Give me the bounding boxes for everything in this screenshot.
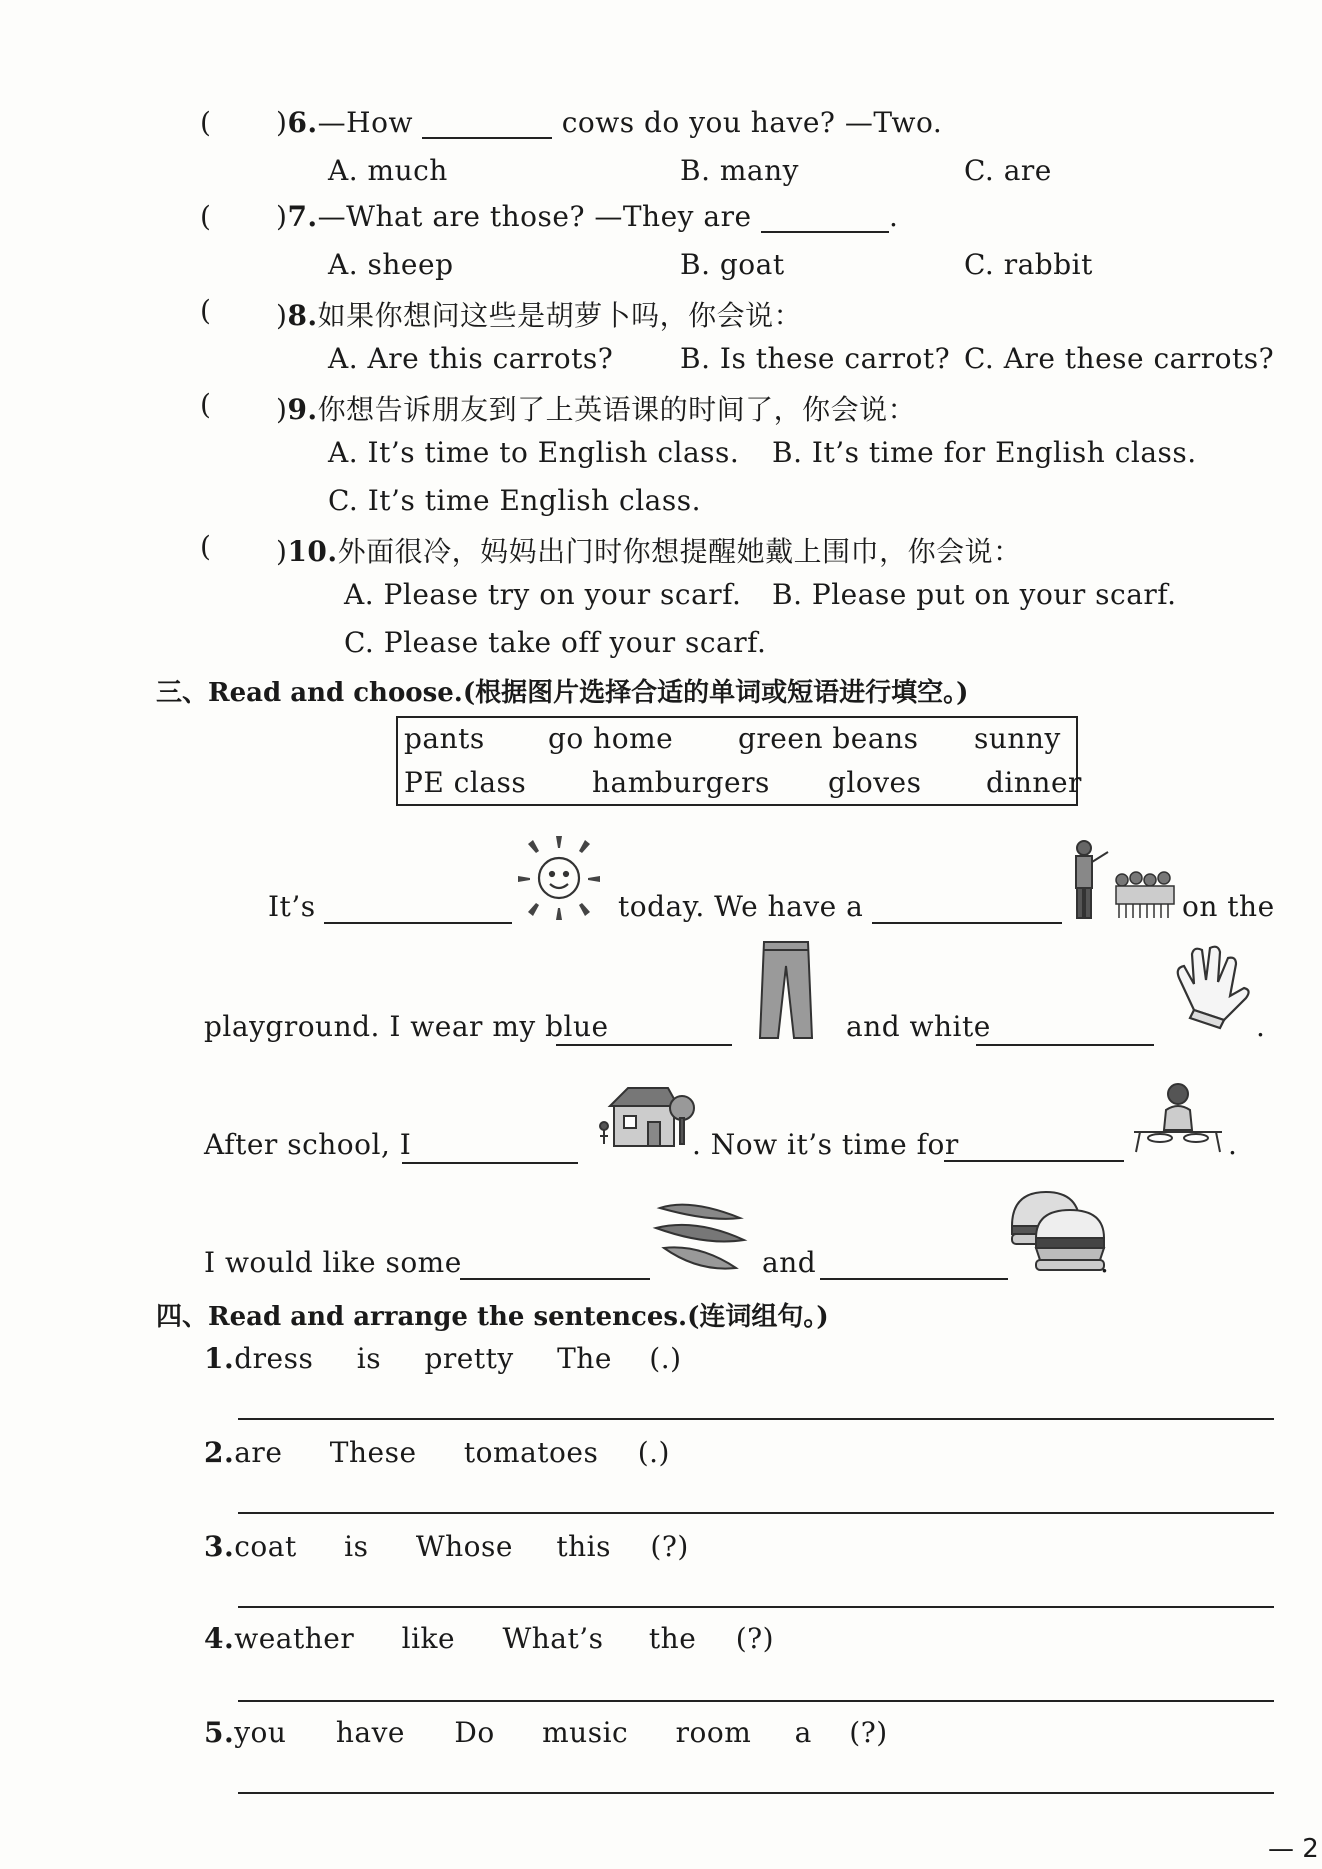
question-9: )9.你想告诉朋友到了上英语课的时间了，你会说： — [276, 393, 917, 426]
section4-heading: 四、Read and arrange the sentences.(连词组句。) — [156, 1302, 829, 1332]
option-7c[interactable]: C. rabbit — [964, 248, 1093, 281]
passage-text: today. We have a — [618, 890, 864, 923]
passage-text: . — [1228, 1128, 1238, 1161]
passage-text: . — [1100, 1246, 1110, 1279]
word-bank — [396, 716, 1082, 806]
option-10a[interactable]: A. Please try on your scarf. — [344, 578, 742, 611]
word-bank-item: dinner — [986, 766, 1082, 799]
gloves-icon — [1164, 940, 1260, 1030]
word-bank-item: green beans — [738, 722, 919, 755]
blank-clothes[interactable] — [556, 1044, 732, 1046]
dinner-icon — [1130, 1080, 1226, 1156]
word-bank-item: gloves — [828, 766, 922, 799]
passage-text: It’s — [268, 890, 316, 923]
arrange-item-4: 4.weather like What’s the (?) — [204, 1622, 775, 1655]
arrange-item-2: 2.are These tomatoes (.) — [204, 1436, 670, 1469]
word-bank-item: sunny — [974, 722, 1061, 755]
arrange-item-3: 3.coat is Whose this (?) — [204, 1530, 689, 1563]
option-8a[interactable]: A. Are this carrots? — [328, 342, 614, 375]
arrange-item-5: 5.you have Do music room a (?) — [204, 1716, 888, 1749]
word-bank-item: hamburgers — [592, 766, 770, 799]
answer-paren-10[interactable]: ( — [200, 530, 212, 563]
answer-paren-8[interactable]: ( — [200, 294, 212, 327]
option-10c[interactable]: C. Please take off your scarf. — [344, 626, 767, 659]
pe-class-icon — [1064, 836, 1176, 924]
blank-6[interactable] — [422, 111, 552, 139]
answer-line-3[interactable] — [238, 1606, 1274, 1608]
blank-food-2[interactable] — [820, 1278, 1008, 1280]
option-7b[interactable]: B. goat — [680, 248, 785, 281]
answer-line-4[interactable] — [238, 1700, 1274, 1702]
word-bank-item: pants — [404, 722, 485, 755]
question-6: )6.—How cows do you have? —Two. — [276, 106, 943, 139]
answer-line-1[interactable] — [238, 1418, 1274, 1420]
answer-paren-9[interactable]: ( — [200, 388, 212, 421]
blank-food-1[interactable] — [460, 1278, 650, 1280]
question-7: )7.—What are those? —They are . — [276, 200, 899, 233]
option-9a[interactable]: A. It’s time to English class. — [328, 436, 740, 469]
word-bank-item: go home — [548, 722, 674, 755]
option-8c[interactable]: C. Are these carrots? — [964, 342, 1275, 375]
passage-text: . — [1256, 1010, 1266, 1043]
passage-text: on the — [1182, 890, 1275, 923]
answer-line-2[interactable] — [238, 1512, 1274, 1514]
option-8b[interactable]: B. Is these carrot? — [680, 342, 951, 375]
option-9c[interactable]: C. It’s time English class. — [328, 484, 702, 517]
blank-7[interactable] — [761, 205, 889, 233]
page-number: — 2 — [1268, 1834, 1319, 1864]
blank-weather[interactable] — [324, 922, 512, 924]
blank-time-for[interactable] — [944, 1160, 1124, 1162]
arrange-item-1: 1.dress is pretty The (.) — [204, 1342, 682, 1375]
section3-heading: 三、Read and choose.(根据图片选择合适的单词或短语进行填空。) — [156, 678, 969, 708]
blank-class[interactable] — [872, 922, 1062, 924]
blank-after-school[interactable] — [402, 1162, 578, 1164]
word-bank-item: PE class — [404, 766, 527, 799]
house-icon — [596, 1082, 696, 1154]
passage-text: and — [762, 1246, 817, 1279]
sun-icon — [516, 832, 602, 924]
passage-text: . Now it’s time for — [692, 1128, 959, 1161]
hamburgers-icon — [1006, 1186, 1110, 1276]
option-6c[interactable]: C. are — [964, 154, 1052, 187]
passage-text: I would like some — [204, 1246, 462, 1279]
option-10b[interactable]: B. Please put on your scarf. — [772, 578, 1177, 611]
option-9b[interactable]: B. It’s time for English class. — [772, 436, 1197, 469]
option-7a[interactable]: A. sheep — [328, 248, 454, 281]
answer-paren-6[interactable]: ( — [200, 106, 212, 139]
answer-paren-7[interactable]: ( — [200, 200, 212, 233]
pants-icon — [756, 938, 816, 1042]
passage-text: and white — [846, 1010, 991, 1043]
question-10: )10.外面很冷，妈妈出门时你想提醒她戴上围巾，你会说： — [276, 535, 1022, 568]
passage-text: After school, I — [204, 1128, 412, 1161]
option-6b[interactable]: B. many — [680, 154, 799, 187]
passage-text: playground. I wear my blue — [204, 1010, 609, 1043]
option-6a[interactable]: A. much — [328, 154, 448, 187]
question-8: )8.如果你想问这些是胡萝卜吗，你会说： — [276, 299, 803, 332]
blank-accessory[interactable] — [976, 1044, 1154, 1046]
green-beans-icon — [650, 1188, 750, 1278]
answer-line-5[interactable] — [238, 1792, 1274, 1794]
